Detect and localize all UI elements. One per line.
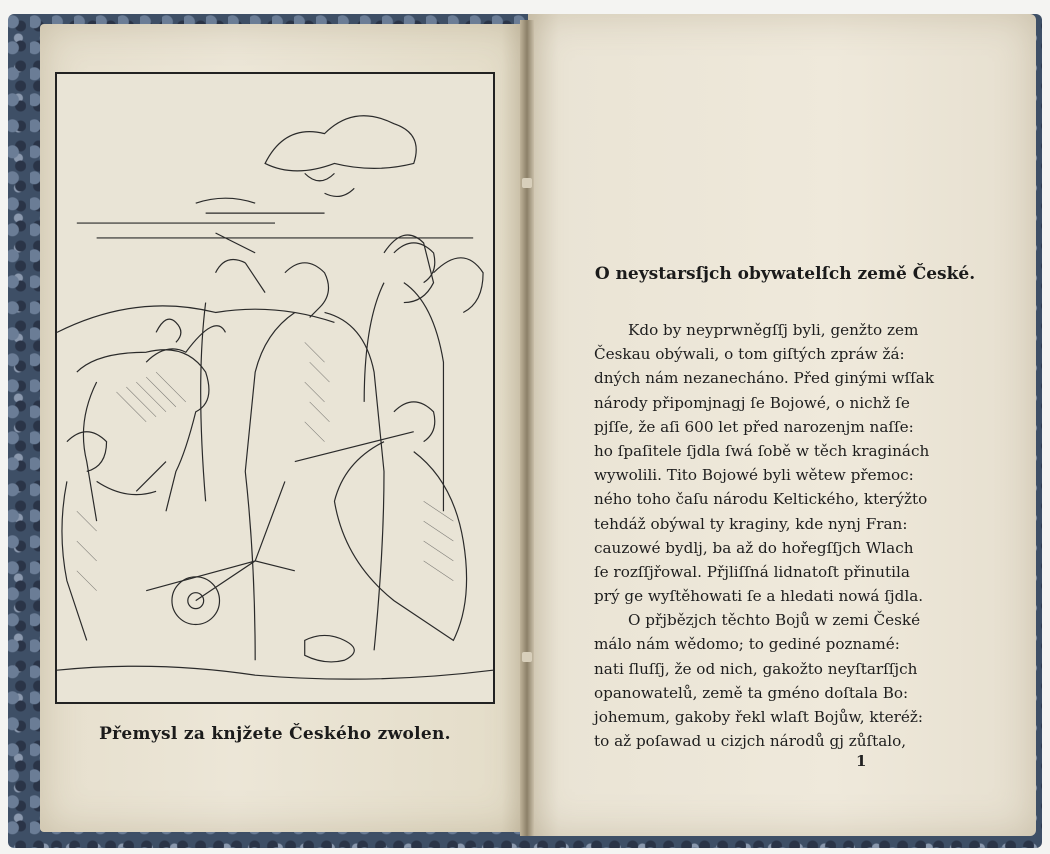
text-line: nati ſluſſj, že od nich, gakožto neyſtarſſjch [594, 659, 918, 678]
text-line: johemum, gakoby řekl wlaſt Bojůw, kteréž: [594, 708, 924, 726]
binding-stitch [522, 178, 532, 188]
text-line: prý ge wyſtěhowati ſe a hledati nowá ſjdla. [594, 587, 924, 606]
text-line: wywolili. Tito Bojowé byli wětew přemoc: [594, 466, 914, 485]
text-line: O přjbězjch těchto Bojů w zemi České [628, 611, 921, 630]
text-line: Českau obýwali, o tom giſtých zpráw žá: [594, 345, 905, 364]
text-line: ho ſpaſitele ſjdla ſwá ſobě w těch kraginách [594, 441, 930, 460]
text-line: to až poſawad u cizjch národů gj zůſtalo, [594, 732, 907, 751]
text-line: opanowatelů, země ta gméno doſtala Bo: [594, 683, 909, 702]
illustration-caption: Přemysl za knjžete Českého zwolen. [99, 724, 451, 744]
text-line: málo nám wědomo; to gediné poznamé: [594, 635, 900, 654]
text-line: Kdo by neyprwněgſſj byli, genžto zem [628, 321, 919, 339]
text-line: dných nám nezanecháno. Před ginými wſſak [594, 369, 935, 388]
chapter-heading: O neystarsſjch obywatelſch země České. [594, 264, 976, 284]
text-line: národy připomjnagj ſe Bojowé, o nichž ſe [594, 393, 910, 412]
page-number: 1 [856, 752, 867, 770]
text-line: ſe rozſſjřowal. Přjliſſná lidnatoſt přinutila [594, 562, 910, 581]
illustration-frame [55, 72, 495, 704]
binding-stitch [522, 652, 532, 662]
text-line: pjſſe, že aſi 600 let před narozenjm naſſe: [594, 417, 914, 436]
engraving-illustration [57, 74, 493, 702]
text-line: cauzowé bydlj, ba až do hořegſſjch Wlach [594, 538, 914, 557]
body-text [594, 318, 974, 753]
text-line: tehdáž obýwal ty kraginy, kde nynj Fran: [594, 514, 908, 533]
book-gutter [520, 20, 534, 836]
text-line: ného toho čaſu národu Keltického, kterýžto [594, 490, 928, 509]
